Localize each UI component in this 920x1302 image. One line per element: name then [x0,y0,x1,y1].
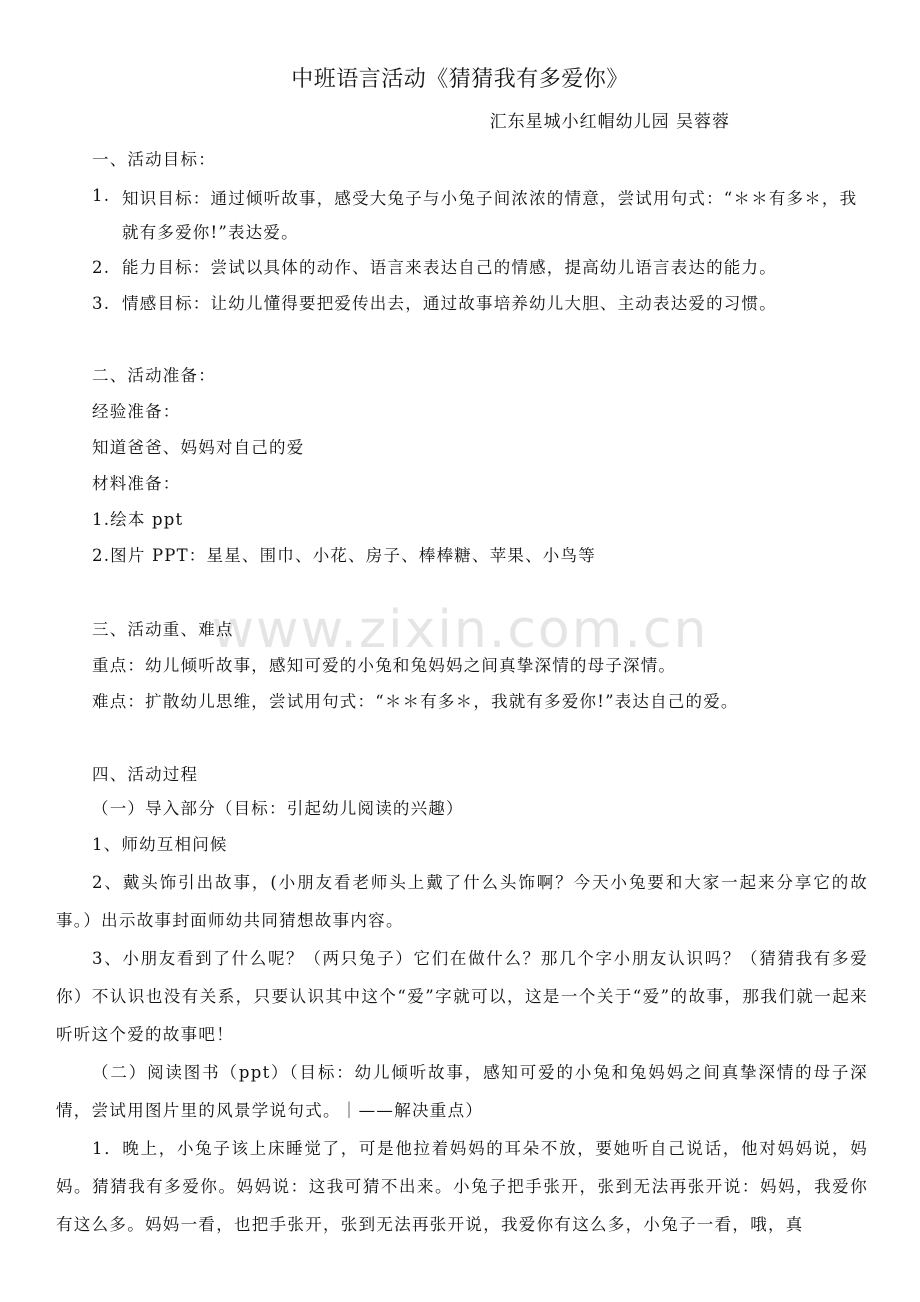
goal-item-3-text: 情感目标：让幼儿懂得要把爱传出去，通过故事培养幼儿大胆、主动表达爱的习惯。 [122,294,777,313]
experience-text: 知道爸爸、妈妈对自己的爱 [92,438,305,457]
goal-item-1 [92,182,872,252]
document-author: 汇东星城小红帽幼儿园 吴蓉蓉 [489,112,730,132]
watermark: www.zixin.com.cn [211,600,709,660]
material-item-2: 2.图片 PPT：星星、围巾、小花、房子、棒棒糖、苹果、小鸟等 [92,546,596,565]
section2-heading: 二、活动准备： [92,366,216,385]
story-paragraph: 1．晚上，小兔子该上床睡觉了，可是他拉着妈妈的耳朵不放，要她听自己说话，他对妈妈说，妈妈。猜猜我有多爱你。妈妈说：这我可猜不出来。小兔子把手张开，张到无法再张开说：妈妈，我爱你有这么多。妈妈一看，也把手张开，张到无法再张开说，我爱你有这么多，小兔子一看，哦，真 [56,1139,868,1234]
goal-item-1-number: 1. [92,186,111,205]
part2-paragraph: （二）阅读图书（ppt）（目标：幼儿倾听故事，感知可爱的小兔和兔妈妈之间真挚深情的母子深情，尝试用图片里的风景学说句式。｜——解决重点） [56,1063,868,1120]
material-label: 材料准备： [92,474,181,493]
goal-item-2-text: 能力目标：尝试以具体的动作、语言来表达自己的情感，提高幼儿语言表达的能力。 [122,258,777,277]
goal-item-2-number: 2. [92,258,111,277]
part1-heading: （一）导入部分（目标：引起幼儿阅读的兴趣） [92,799,464,818]
section4-heading: 四、活动过程 [92,765,199,784]
difficult-point: 难点：扩散幼儿思维，尝试用句式：“＊＊有多＊，我就有多爱你!”表达自己的爱。 [92,692,739,711]
section1-heading: 一、活动目标： [92,150,216,169]
step3-paragraph: 3、小朋友看到了什么呢？（两只兔子）它们在做什么？那几个字小朋友认识吗？（猜猜我有多爱你）不认识也没有关系，只要认识其中这个“爱”字就可以，这是一个关于“爱”的故事，那我们就一起来听听这个爱的故事吧！ [56,949,868,1044]
goal-item-1-text: 知识目标：通过倾听故事，感受大兔子与小兔子间浓浓的情意，尝试用句式：“＊＊有多＊，我就有多爱你!”表达爱。 [122,189,858,242]
key-point: 重点：幼儿倾听故事，感知可爱的小兔和兔妈妈之间真挚深情的母子深情。 [92,656,677,675]
document-title: 中班语言活动《猜猜我有多爱你》 [291,67,629,92]
goal-item-3-number: 3. [92,294,111,313]
section3-heading: 三、活动重、难点 [92,620,234,639]
step2-paragraph: 2、戴头饰引出故事，(小朋友看老师头上戴了什么头饰啊？今天小兔要和大家一起来分享它的故事。）出示故事封面师幼共同猜想故事内容。 [56,873,868,930]
material-item-1: 1.绘本 ppt [92,510,184,529]
experience-label: 经验准备： [92,402,181,421]
step1-text: 1、师幼互相问候 [92,835,228,854]
